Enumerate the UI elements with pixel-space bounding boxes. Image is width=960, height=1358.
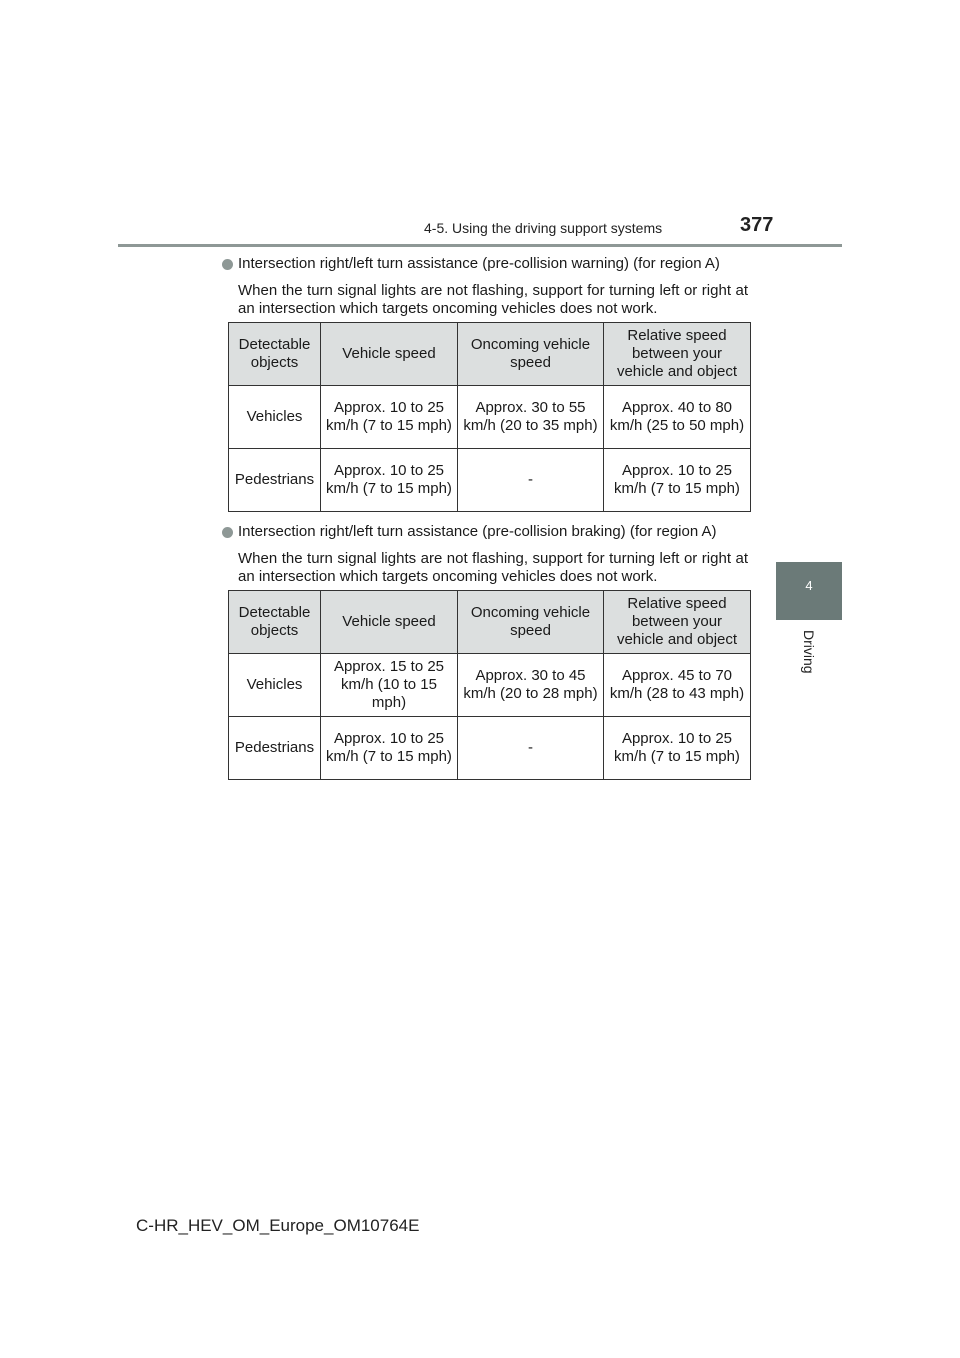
bullet-dot-icon	[222, 527, 233, 538]
table-cell: Approx. 40 to 80 km/h (25 to 50 mph)	[604, 386, 751, 449]
section-description: When the turn signal lights are not flashing, support for turning left or right at an intersection which targets oncoming vehicles does not work.	[238, 282, 748, 317]
table-cell: Approx. 45 to 70 km/h (28 to 43 mph)	[604, 654, 751, 717]
table-cell: -	[458, 449, 604, 512]
spec-table-braking	[228, 590, 751, 780]
table-cell: Vehicles	[229, 386, 321, 449]
header-cell: Detectable objects	[229, 323, 321, 386]
table-header-row	[229, 591, 751, 654]
table-row	[229, 449, 751, 512]
header-cell: Detectable objects	[229, 591, 321, 654]
section-description: When the turn signal lights are not flashing, support for turning left or right at an intersection which targets oncoming vehicles does not work.	[238, 550, 748, 585]
page-number: 377	[740, 214, 774, 236]
table-cell: Approx. 30 to 55 km/h (20 to 35 mph)	[458, 386, 604, 449]
table-header-row	[229, 323, 751, 386]
bullet-item	[222, 522, 752, 542]
header-divider	[118, 244, 842, 247]
document-id-footer: C-HR_HEV_OM_Europe_OM10764E	[136, 1216, 420, 1235]
table-cell: Approx. 30 to 45 km/h (20 to 28 mph)	[458, 654, 604, 717]
table-cell: Approx. 10 to 25 km/h (7 to 15 mph)	[604, 449, 751, 512]
table-cell: Pedestrians	[229, 449, 321, 512]
table-row	[229, 654, 751, 717]
table-cell: Pedestrians	[229, 717, 321, 780]
table-row	[229, 386, 751, 449]
chapter-side-label	[776, 620, 842, 690]
header-cell: Vehicle speed	[321, 591, 458, 654]
table-cell: -	[458, 717, 604, 780]
bullet-text: Intersection right/left turn assistance (pre-collision warning) (for region A)	[238, 255, 720, 272]
bullet-dot-icon	[222, 259, 233, 270]
table-cell: Approx. 10 to 25 km/h (7 to 15 mph)	[321, 717, 458, 780]
spec-table-warning	[228, 322, 751, 512]
header-cell: Oncoming vehicle speed	[458, 591, 604, 654]
header-cell: Relative speed between your vehicle and object	[604, 591, 751, 654]
header-cell: Relative speed between your vehicle and object	[604, 323, 751, 386]
section-header-title: 4-5. Using the driving support systems	[424, 220, 663, 236]
table-cell: Approx. 10 to 25 km/h (7 to 15 mph)	[321, 386, 458, 449]
table-row	[229, 717, 751, 780]
header-cell: Oncoming vehicle speed	[458, 323, 604, 386]
table-cell: Vehicles	[229, 654, 321, 717]
section-warning	[222, 254, 752, 318]
section-braking	[222, 522, 752, 586]
chapter-title: Driving	[801, 630, 817, 674]
bullet-text: Intersection right/left turn assistance (pre-collision braking) (for region A)	[238, 523, 717, 540]
chapter-tab: 4	[776, 562, 842, 620]
table-cell: Approx. 15 to 25 km/h (10 to 15 mph)	[321, 654, 458, 717]
table-cell: Approx. 10 to 25 km/h (7 to 15 mph)	[321, 449, 458, 512]
table-cell: Approx. 10 to 25 km/h (7 to 15 mph)	[604, 717, 751, 780]
bullet-item	[222, 254, 752, 274]
header-cell: Vehicle speed	[321, 323, 458, 386]
